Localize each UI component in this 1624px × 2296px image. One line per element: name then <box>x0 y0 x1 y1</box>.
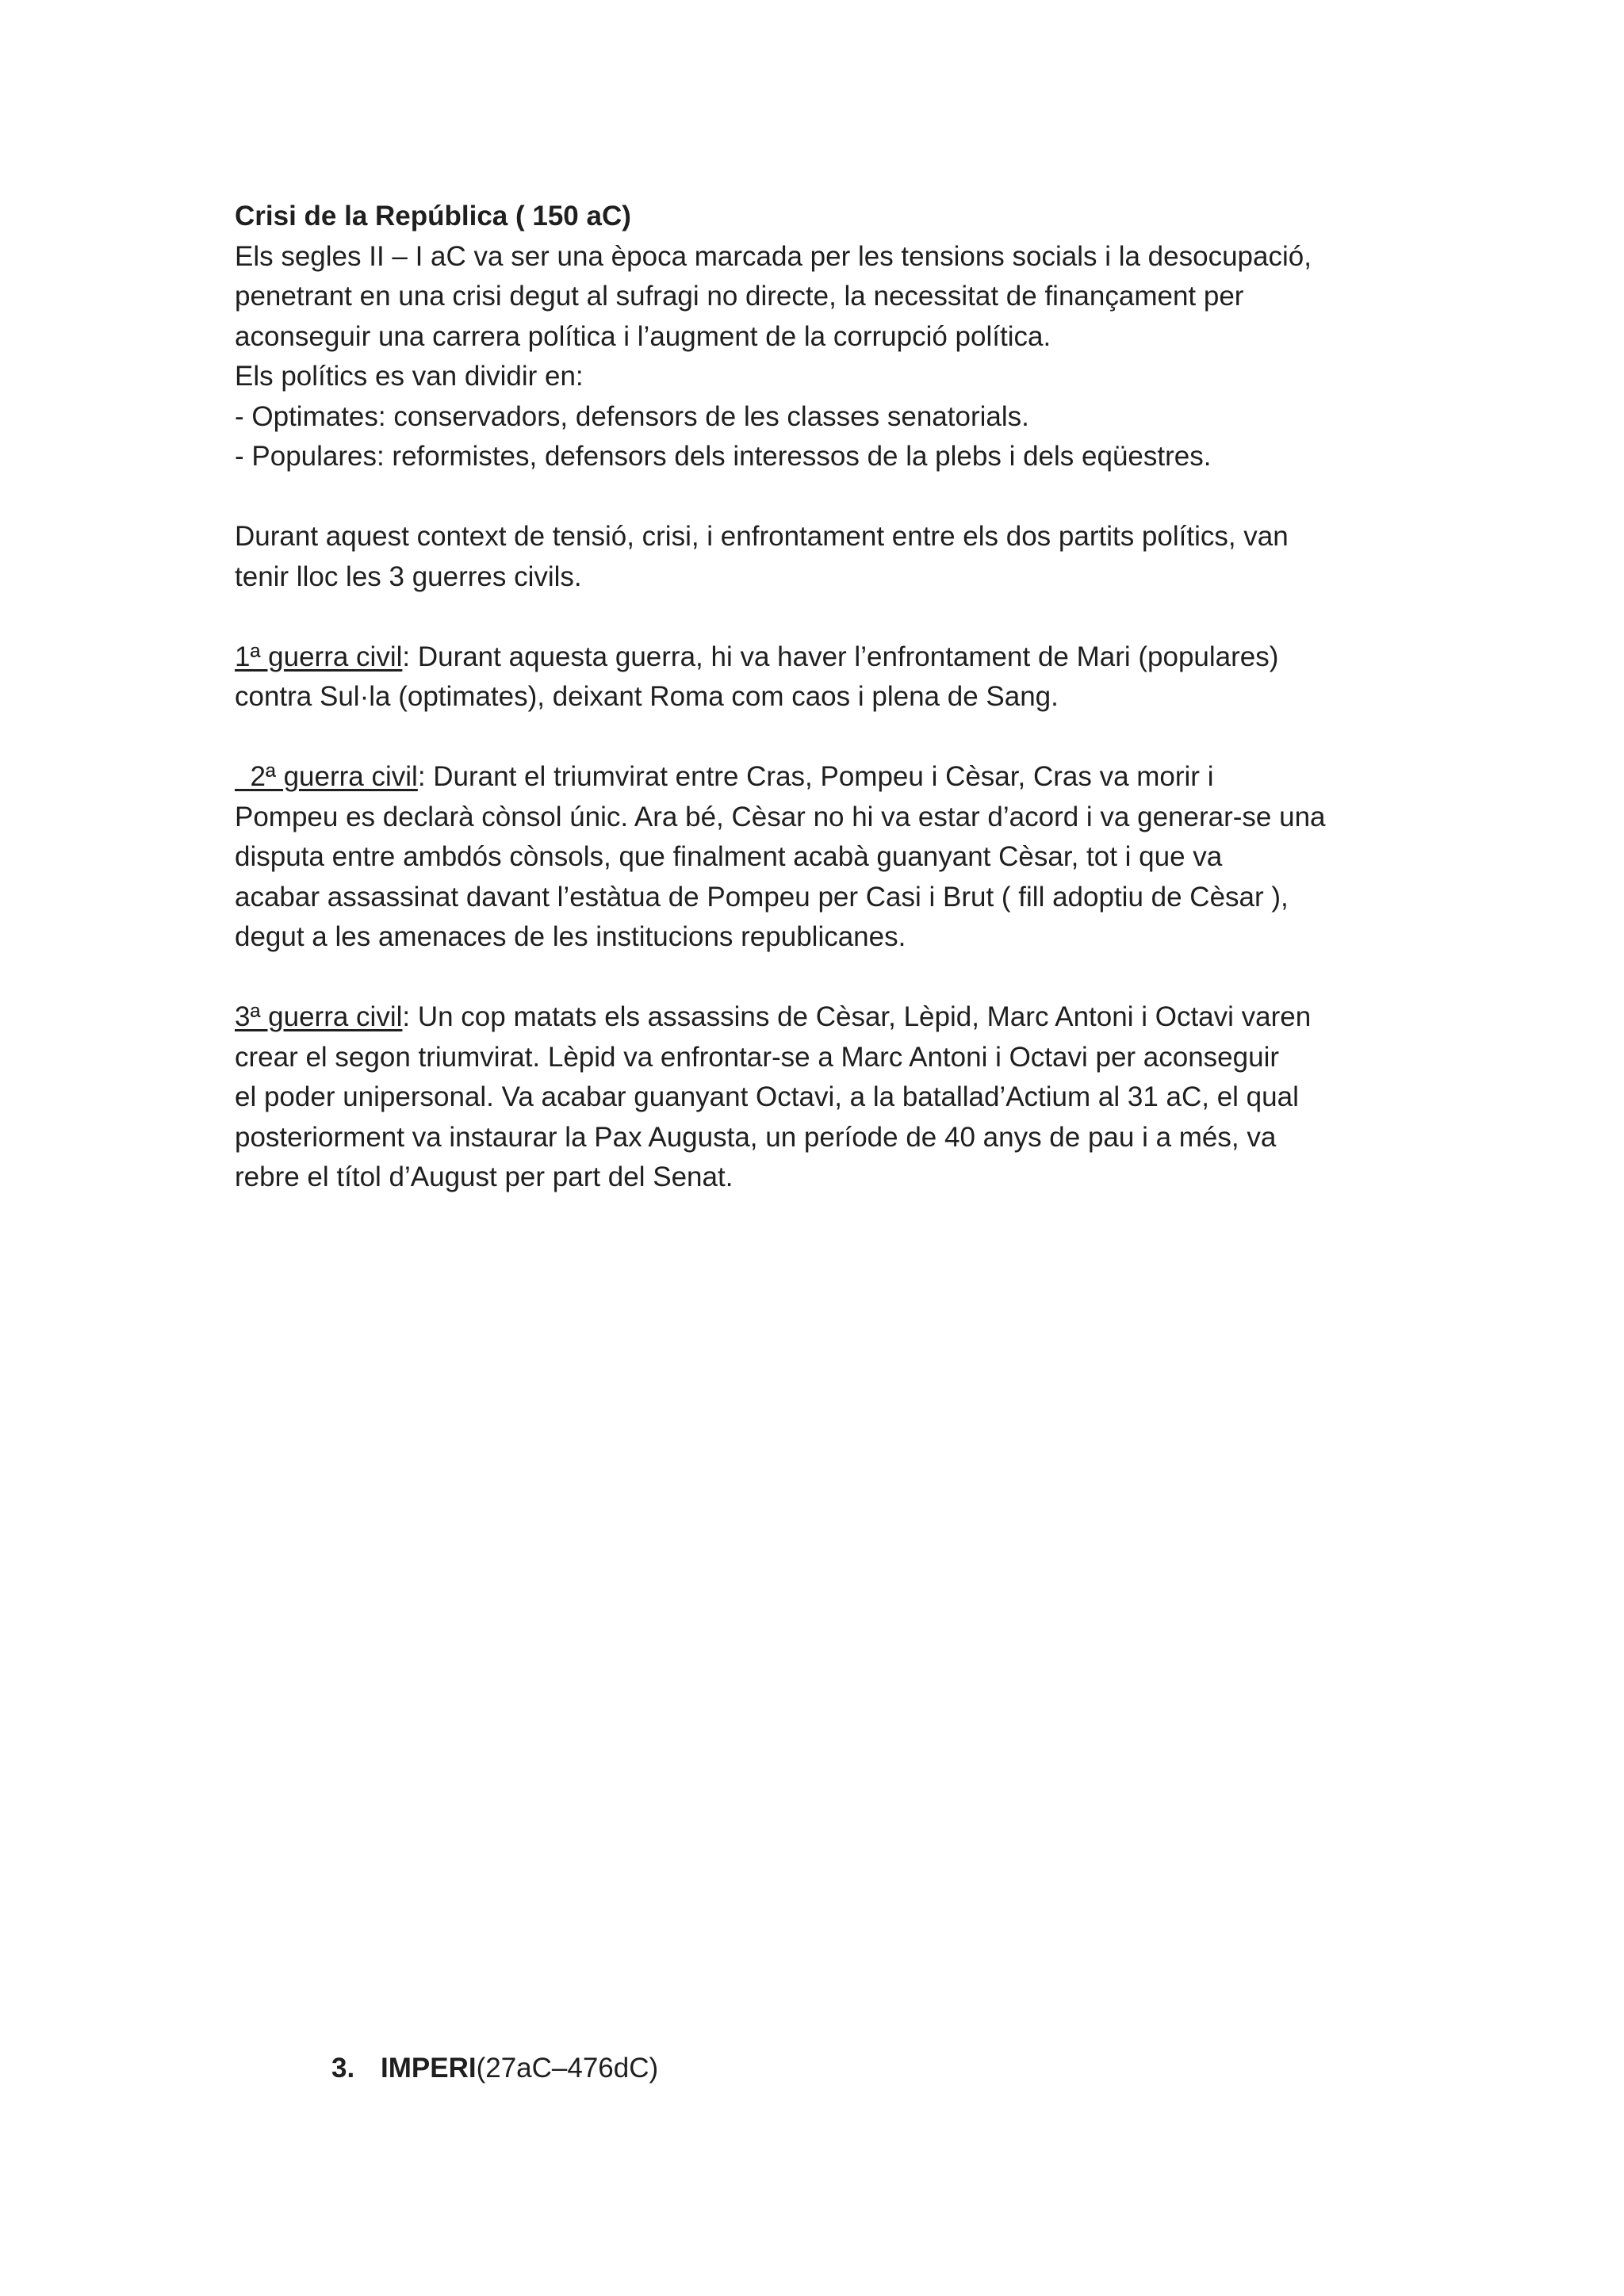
leading-space <box>235 761 250 792</box>
text-line <box>235 637 1424 678</box>
second-civil-war-label <box>235 761 418 792</box>
list-item-populares: - Populares: reformistes, defensors dels interessos de la plebs i dels eqüestres. <box>235 441 1212 472</box>
intro-paragraph <box>235 237 1424 477</box>
third-civil-war-label: 3ª guerra civil <box>235 1001 403 1032</box>
list-item-optimates: - Optimates: conservadors, defensors de les classes senatorials. <box>235 400 1029 432</box>
text-line: acabar assassinat davant l’estàtua de Pompeu per Casi i Brut ( fill adoptiu de Cèsar ), <box>235 881 1289 913</box>
first-civil-war-paragraph <box>235 637 1424 718</box>
text-fragment: : Un cop matats els assassins de Cèsar, Lèpid, Marc Antoni i Octavi varen <box>402 1001 1312 1032</box>
text-line: degut a les amenaces de les institucions republicanes. <box>235 921 906 952</box>
text-line <box>235 757 1424 798</box>
text-line: Pompeu es declarà cònsol únic. Ara bé, Cèsar no hi va estar d’acord i va generar-se una <box>235 801 1326 832</box>
text-line: aconseguir una carrera política i l’augment de la corrupció política. <box>235 320 1051 352</box>
text-line: Els polítics es van dividir en: <box>235 361 584 392</box>
text-line: Durant aquest context de tensió, crisi, i enfrontament entre els dos partits polítics, van <box>235 521 1289 552</box>
text-line <box>235 997 1424 1038</box>
first-civil-war-label: 1ª guerra civil <box>235 641 403 672</box>
text-fragment: : Durant el triumvirat entre Cras, Pompeu i Cèsar, Cras va morir i <box>417 761 1214 792</box>
section-number: 3. <box>331 2053 355 2084</box>
text-line: rebre el títol d’August per part del Senat. <box>235 1161 733 1192</box>
second-civil-war-paragraph <box>235 757 1424 958</box>
text-fragment: : Durant aquesta guerra, hi va haver l’enfrontament de Mari (populares) <box>402 641 1279 672</box>
text-line: disputa entre ambdós cònsols, que finalment acabà guanyant Cèsar, tot i que va <box>235 841 1223 872</box>
text-line: crear el segon triumvirat. Lèpid va enfrontar-se a Marc Antoni i Octavi per aconseguir <box>235 1041 1280 1073</box>
next-section-heading <box>331 2049 658 2088</box>
label-text: 2ª guerra civil <box>250 761 418 792</box>
text-line: tenir lloc les 3 guerres civils. <box>235 561 582 592</box>
document-body <box>235 197 1424 1238</box>
third-civil-war-paragraph <box>235 997 1424 1198</box>
section-date-range: (27aC–476dC) <box>476 2053 659 2084</box>
section-name: IMPERI <box>381 2053 477 2084</box>
context-paragraph <box>235 517 1424 597</box>
section-title: Crisi de la República ( 150 aC) <box>235 201 631 232</box>
text-line: el poder unipersonal. Va acabar guanyant Octavi, a la batallad’Actium al 31 aC, el qual <box>235 1081 1299 1112</box>
text-line: contra Sul·la (optimates), deixant Roma com caos i plena de Sang. <box>235 681 1059 712</box>
text-line: posteriorment va instaurar la Pax Augusta, un període de 40 anys de pau i a més, va <box>235 1121 1277 1153</box>
text-line: Els segles II – I aC va ser una època marcada per les tensions socials i la desocupació, <box>235 240 1312 272</box>
text-line: penetrant en una crisi degut al sufragi no directe, la necessitat de finançament per <box>235 281 1244 312</box>
